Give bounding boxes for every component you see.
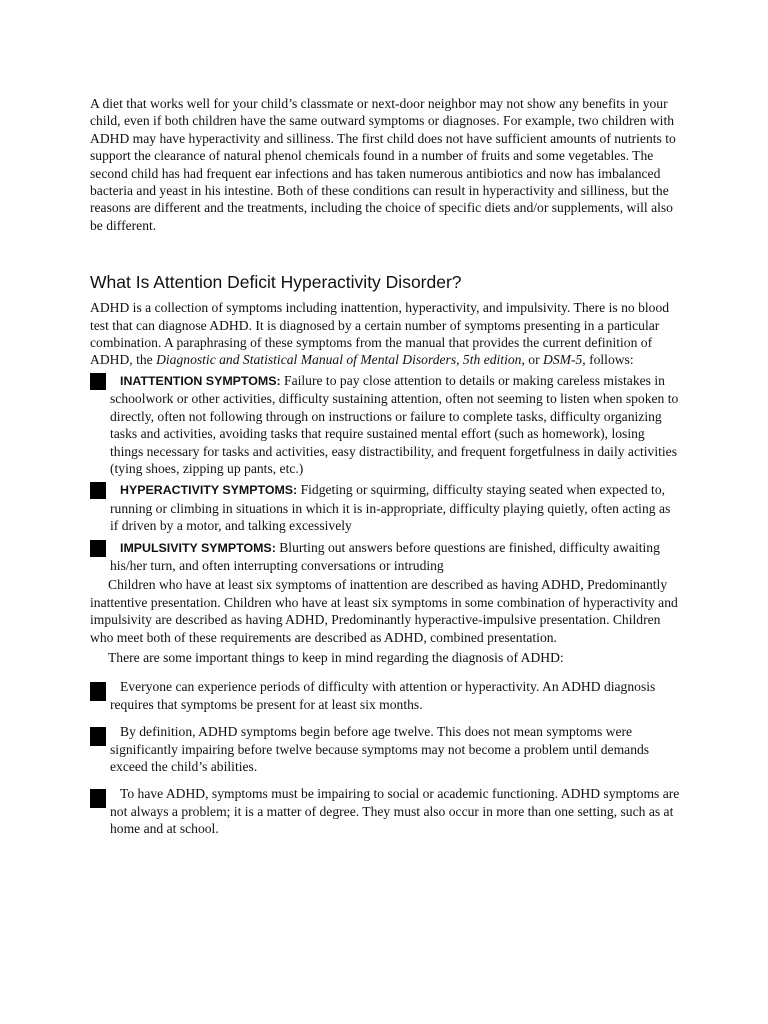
adhd-definition-paragraph	[90, 299, 680, 369]
bullet-label: HYPERACTIVITY SYMPTOMS:	[120, 483, 298, 498]
bullet-text: Failure to pay close attention to details or making careless mistakes in schoolwork or other activities, difficulty sustaining attention, often not seeming to listen when spoken to directly, often not following through on instructions or failure to complete tasks, difficulty organizing tasks and activities, avoiding tasks that require sustained mental effort (such as homework), losing things necessary for tasks and activities, easy distractibility, and frequent forgetfulness in daily activities (tying shoes, zipping up pants, etc.)	[110, 372, 679, 476]
hyperactivity-bullet	[90, 481, 680, 534]
diagnosis-bullet-age	[90, 723, 680, 775]
square-bullet-icon	[90, 789, 106, 808]
bullet-label: IMPULSIVITY SYMPTOMS:	[120, 540, 276, 555]
bullet-text: Blurting out answers before questions are finished, difficulty awaiting his/her turn, and often interrupting conversations or intruding	[110, 539, 660, 573]
definition-text-before: ADHD is a collection of symptoms including inattention, hyperactivity, and impulsivity. There is no blood test that can diagnose ADHD. It is diagnosed by a certain number of symptoms presenting in a particular combination. A paraphrasing of these symptoms from the manual that provides the current definition of ADHD, the	[90, 300, 670, 368]
square-bullet-icon	[90, 540, 106, 557]
keep-in-mind-paragraph: There are some important things to keep in mind regarding the diagnosis of ADHD:	[108, 649, 564, 665]
inattention-bullet	[90, 372, 680, 477]
document-page	[90, 95, 680, 838]
dsm-abbreviation: DSM-5	[543, 352, 583, 368]
bullet-text: Fidgeting or squirming, difficulty staying seated when expected to, running or climbing in situations in which it is in-appropriate, difficulty playing quietly, often acting as if driven by a motor, and talking excessively	[110, 482, 671, 534]
square-bullet-icon	[90, 482, 106, 499]
section-heading: What Is Attention Deficit Hyperactivity Disorder?	[90, 272, 462, 293]
presentation-paragraph: Children who have at least six symptoms of inattention are described as having ADHD, Predominantly inattentive presentation. Children who have at least six symptoms in some combination of hyperactivity and impulsivity are described as having ADHD, Predominantly hyperactive-impulsive presentation. Children who meet both of these requirements are described as ADHD, combined presentation.	[90, 577, 678, 645]
bullet-text: Everyone can experience periods of difficulty with attention or hyperactivity. An ADHD diagnosis requires that symptoms be present for at least six months.	[110, 679, 656, 712]
intro-paragraph: A diet that works well for your child’s classmate or next-door neighbor may not show any benefits in your child, even if both children have the same outward symptoms or diagnoses. For example, two children with ADHD may have hyperactivity and silliness. The first child does not have sufficient amounts of nutrients to support the clearance of natural phenol chemicals found in a number of fruits and some vegetables. The second child has had frequent ear infections and has taken numerous antibiotics and now has imbalanced bacteria and yeast in his intestine. Both of these conditions can result in hyperactivity and silliness, but the reasons are different and the treatments, including the choice of specific diets and/or supplements, will also be different.	[90, 96, 676, 233]
impulsivity-bullet	[90, 539, 680, 575]
bullet-text: By definition, ADHD symptoms begin before age twelve. This does not mean symptoms were significantly impairing before twelve because symptoms may not become a problem until demands exceed the child’s abilities.	[110, 724, 650, 774]
diagnosis-bullet-duration	[90, 678, 680, 713]
definition-text-middle: , or	[521, 352, 543, 368]
bullet-text: To have ADHD, symptoms must be impairing to social or academic functioning. ADHD symptoms are not always a problem; it is a matter of degree. They must also occur in more than one setting, such as at home and at school.	[110, 786, 680, 837]
bullet-label: INATTENTION SYMPTOMS:	[120, 373, 281, 388]
diagnosis-bullet-impairment	[90, 785, 680, 837]
square-bullet-icon	[90, 373, 106, 390]
square-bullet-icon	[90, 682, 106, 701]
definition-text-after: , follows:	[582, 352, 634, 368]
dsm-manual-title: Diagnostic and Statistical Manual of Mental Disorders, 5th edition	[156, 352, 522, 368]
square-bullet-icon	[90, 727, 106, 746]
